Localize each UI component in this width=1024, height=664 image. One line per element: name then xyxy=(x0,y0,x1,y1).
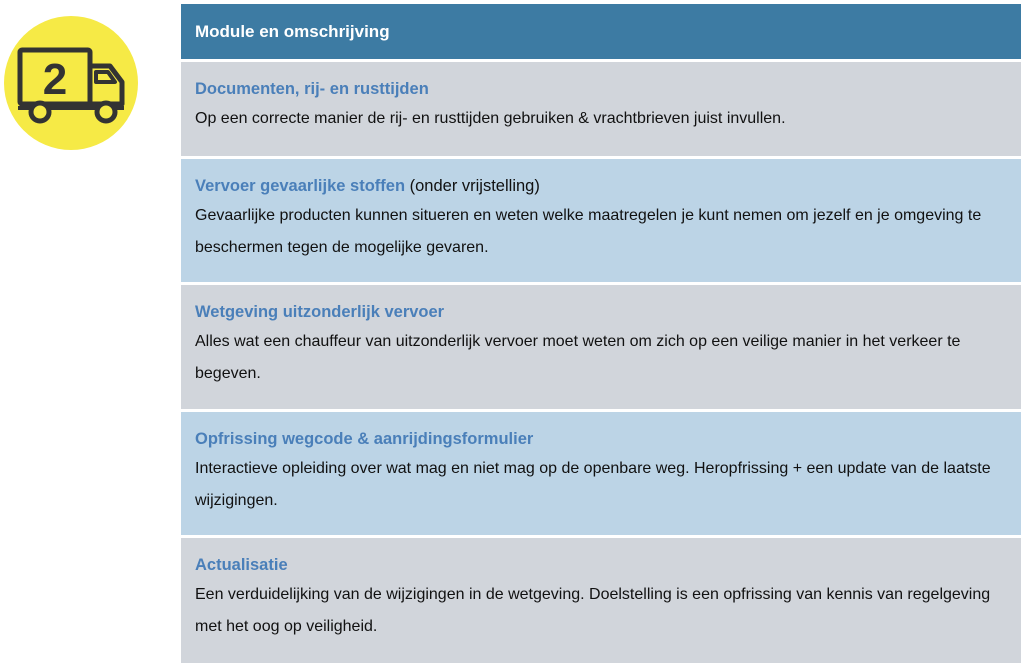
module-description: Interactieve opleiding over wat mag en niet mag op de openbare weg. Heropfrissing + een update van de laatste wijzigingen. xyxy=(195,460,991,509)
module-title: Wetgeving uitzonderlijk vervoer xyxy=(195,303,445,321)
module-description: Alles wat een chauffeur van uitzonderlijk vervoer moet weten om zich op een veilige manier in het verkeer te begeven. xyxy=(195,333,961,382)
module-title: Documenten, rij- en rusttijden xyxy=(195,80,429,98)
module-title: Actualisatie xyxy=(195,556,288,574)
module-number-badge xyxy=(4,16,138,150)
table-row xyxy=(181,285,1021,412)
module-description: Gevaarlijke producten kunnen situeren en weten welke maatregelen je kunt nemen om jezelf en je omgeving te beschermen tegen de mogelijke gevaren. xyxy=(195,207,982,256)
table-row xyxy=(181,538,1021,663)
table-row xyxy=(181,159,1021,285)
module-description: Een verduidelijking van de wijzigingen in de wetgeving. Doelstelling is een opfrissing van kennis van regelgeving met het oog op veiligheid. xyxy=(195,586,991,635)
truck-icon xyxy=(4,16,138,150)
module-number: 2 xyxy=(42,55,68,104)
table-row xyxy=(181,412,1021,538)
table-row xyxy=(181,62,1021,159)
module-title: Opfrissing wegcode & aanrijdingsformulier xyxy=(195,430,534,448)
table-header: Module en omschrijving xyxy=(181,4,1021,62)
module-description: Op een correcte manier de rij- en rusttijden gebruiken & vrachtbrieven juist invullen. xyxy=(195,110,786,127)
module-table xyxy=(181,4,1021,663)
module-title: Vervoer gevaarlijke stoffen (onder vrijstelling) xyxy=(195,177,540,195)
